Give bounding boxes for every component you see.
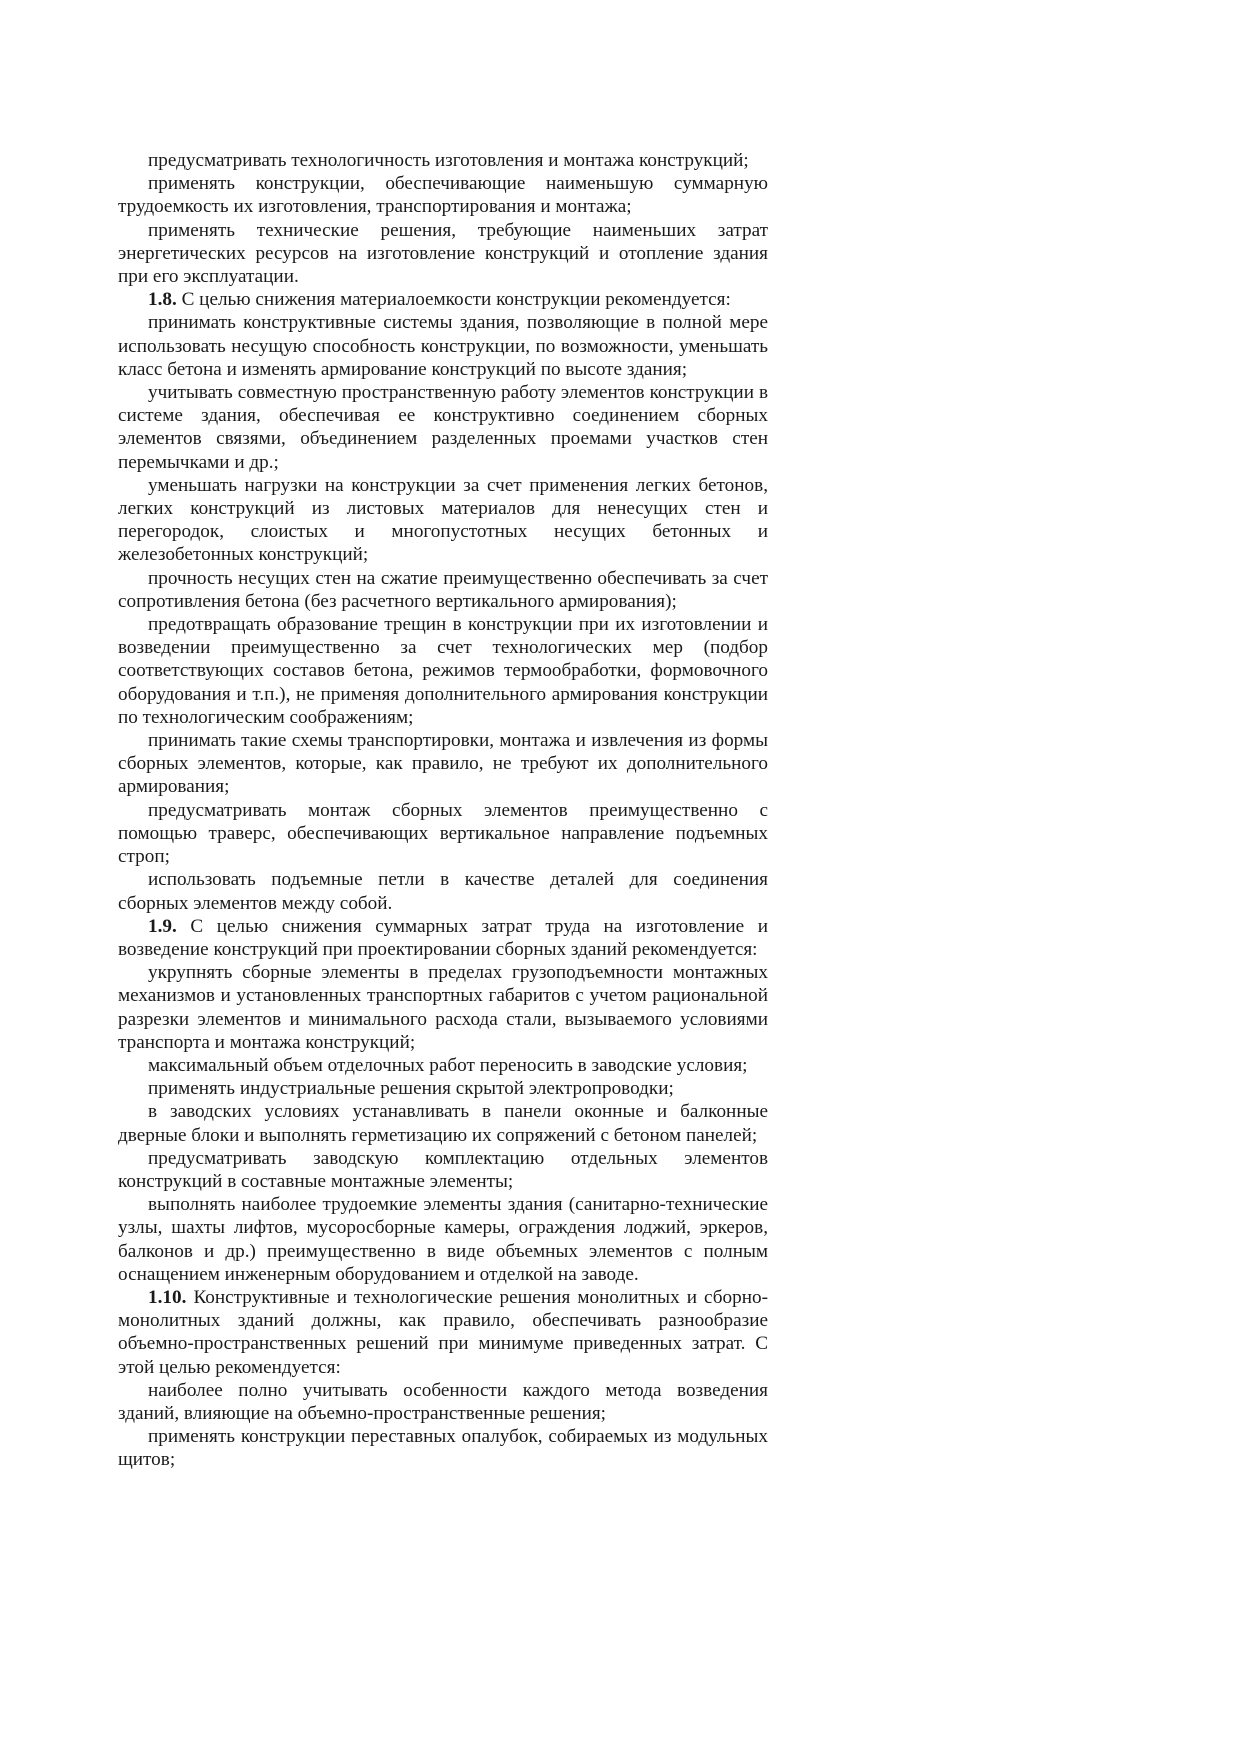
paragraph <box>118 149 768 172</box>
paragraph-text: применять индустриальные решения скрытой электропроводки; <box>148 1078 674 1100</box>
paragraph-text: использовать подъемные петли в качестве деталей для соединения сборных элементов между собой. <box>118 869 768 914</box>
paragraph <box>118 172 768 218</box>
paragraph-text: применять конструкции, обеспечивающие наименьшую суммарную трудоемкость их изготовления, транспортирования и монтажа; <box>118 173 768 218</box>
paragraph-text: Конструктивные и технологические решения монолитных и сборно-монолитных зданий должны, как правило, обеспечивать разнообразие объемно-пространственных решений при минимуме приведенных затрат. С этой целью рекомендуется: <box>118 1286 768 1378</box>
section-number: 1.9. <box>148 915 177 937</box>
paragraph-text: С целью снижения суммарных затрат труда на изготовление и возведение конструкций при проектировании сборных зданий рекомендуется: <box>118 915 769 960</box>
paragraph-text: С целью снижения материалоемкости конструкции рекомендуется: <box>181 289 731 311</box>
paragraph-text: выполнять наиболее трудоемкие элементы здания (санитарно-технические узлы, шахты лифтов, мусоросборные камеры, ограждения лоджий, эркеров, балконов и др.) преимущественно в виде объемных элементов с полным оснащением инженерным оборудованием и отделкой на заводе. <box>118 1194 768 1285</box>
paragraph-text: уменьшать нагрузки на конструкции за счет применения легких бетонов, легких конструкций из листовых материалов для ненесущих стен и перегородок, слоистых и многопустотных несущих бетонных и железобетонных конструкций; <box>118 474 768 566</box>
section-number: 1.8. <box>148 289 177 311</box>
paragraph <box>118 1193 768 1286</box>
paragraph <box>118 961 768 1054</box>
section-number: 1.10. <box>148 1286 187 1308</box>
paragraph-text: предусматривать монтаж сборных элементов преимущественно с помощью траверс, обеспечивающих вертикальное направление подъемных строп; <box>118 799 768 868</box>
section-paragraph-1-9 <box>118 915 768 961</box>
paragraph-text: применять технические решения, требующие наименьших затрат энергетических ресурсов на изготовление конструкций и отопление здания при его эксплуатации. <box>118 219 768 288</box>
paragraph <box>118 567 768 613</box>
paragraph <box>118 799 768 869</box>
paragraph <box>118 1147 768 1193</box>
section-paragraph-1-8 <box>118 288 768 311</box>
paragraph-text: максимальный объем отделочных работ переносить в заводские условия; <box>148 1054 748 1076</box>
paragraph <box>118 729 768 799</box>
paragraph <box>118 1054 768 1077</box>
paragraph-text: предусматривать заводскую комплектацию отдельных элементов конструкций в составные монтажные элементы; <box>118 1147 768 1192</box>
section-paragraph-1-10 <box>118 1286 768 1379</box>
paragraph <box>118 613 768 729</box>
paragraph <box>118 381 768 474</box>
paragraph <box>118 1100 768 1146</box>
paragraph-text: принимать конструктивные системы здания, позволяющие в полной мере использовать несущую способность конструкции, по возможности, уменьшать класс бетона и изменять армирование конструкций по высоте здания; <box>118 312 768 380</box>
paragraph <box>118 311 768 381</box>
paragraph <box>118 1379 768 1425</box>
paragraph-text: применять конструкции переставных опалубок, собираемых из модульных щитов; <box>118 1426 768 1471</box>
paragraph-text: учитывать совместную пространственную работу элементов конструкции в системе здания, обеспечивая ее конструктивно соединением сборных элементов связями, объединением разделенных проемами участков стен перемычками и др.; <box>118 382 768 473</box>
paragraph <box>118 219 768 289</box>
paragraph-text: укрупнять сборные элементы в пределах грузоподъемности монтажных механизмов и установленных транспортных габаритов с учетом рациональной разрезки элементов и минимального расхода стали, вызываемого условиями транспорта и монтажа конструкций; <box>118 962 768 1053</box>
paragraph <box>118 868 768 914</box>
paragraph-text: наиболее полно учитывать особенности каждого метода возведения зданий, влияющие на объемно-пространственные решения; <box>118 1379 768 1424</box>
paragraph <box>118 1077 768 1100</box>
paragraph-text: в заводских условиях устанавливать в панели оконные и балконные дверные блоки и выполнять герметизацию их сопряжений с бетоном панелей; <box>118 1101 768 1146</box>
paragraph-text: предусматривать технологичность изготовления и монтажа конструкций; <box>148 150 749 171</box>
paragraph-text: принимать такие схемы транспортировки, монтажа и извлечения из формы сборных элементов, которые, как правило, не требуют их дополнительного армирования; <box>118 730 768 798</box>
paragraph <box>118 474 768 567</box>
paragraph-text: предотвращать образование трещин в конструкции при их изготовлении и возведении преимущественно за счет технологических мер (подбор соответствующих составов бетона, режимов термообработки, формовочного оборудования и т.п.), не применяя дополнительного армирования конструкции по технологическим соображениям; <box>118 614 768 728</box>
paragraph <box>118 1425 768 1471</box>
document-page <box>118 149 768 1472</box>
paragraph-text: прочность несущих стен на сжатие преимущественно обеспечивать за счет сопротивления бетона (без расчетного вертикального армирования); <box>118 567 768 612</box>
